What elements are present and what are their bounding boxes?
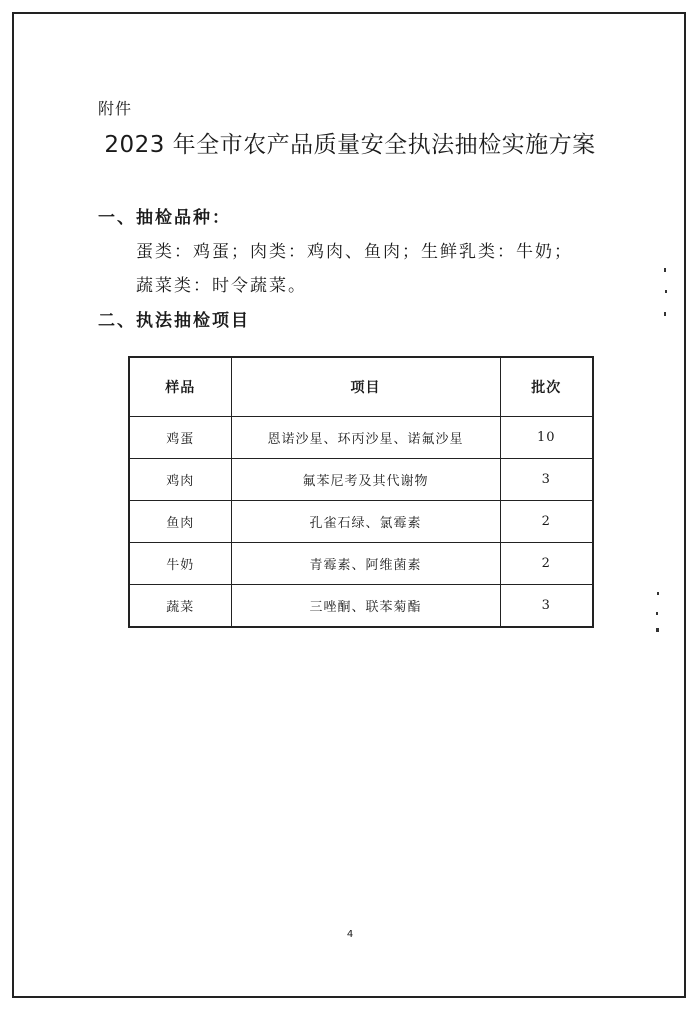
scan-speck — [656, 628, 659, 632]
cell-sample: 鸡蛋 — [129, 417, 231, 459]
cell-sample: 牛奶 — [129, 543, 231, 585]
scan-speck — [664, 268, 666, 272]
cell-batch: 2 — [500, 501, 593, 543]
cell-sample: 鸡肉 — [129, 459, 231, 501]
cell-item: 孔雀石绿、氯霉素 — [231, 501, 500, 543]
page-number: 4 — [346, 929, 354, 940]
varieties-line-2: 蔬菜类：时令蔬菜。 — [136, 276, 307, 296]
cell-batch: 3 — [500, 585, 593, 628]
cell-batch: 3 — [500, 459, 593, 501]
scan-speck — [657, 592, 659, 595]
cell-sample: 鱼肉 — [129, 501, 231, 543]
header-batch: 批次 — [500, 357, 593, 417]
attachment-label: 附件 — [98, 99, 133, 118]
header-item: 项目 — [231, 357, 500, 417]
cell-batch: 2 — [500, 543, 593, 585]
scan-speck — [656, 612, 658, 615]
cell-item: 恩诺沙星、环丙沙星、诺氟沙星 — [231, 417, 500, 459]
cell-batch: 10 — [500, 417, 593, 459]
table-row — [129, 459, 593, 501]
header-sample: 样品 — [129, 357, 231, 417]
document-title: 2023 年全市农产品质量安全执法抽检实施方案 — [104, 132, 596, 158]
table-row — [129, 501, 593, 543]
table-row — [129, 417, 593, 459]
cell-item: 氟苯尼考及其代谢物 — [231, 459, 500, 501]
cell-item: 青霉素、阿维菌素 — [231, 543, 500, 585]
section-heading-varieties: 一、抽检品种： — [98, 208, 231, 228]
scan-speck — [664, 312, 666, 316]
cell-sample: 蔬菜 — [129, 585, 231, 628]
table-row — [129, 543, 593, 585]
scan-speck — [665, 290, 667, 293]
cell-item: 三唑酮、联苯菊酯 — [231, 585, 500, 628]
section-heading-items: 二、执法抽检项目 — [98, 311, 250, 331]
table-row — [129, 585, 593, 628]
varieties-line-1: 蛋类：鸡蛋；肉类：鸡肉、鱼肉；生鲜乳类：牛奶； — [136, 242, 573, 262]
table-header-row — [129, 357, 593, 417]
inspection-table — [128, 356, 594, 628]
